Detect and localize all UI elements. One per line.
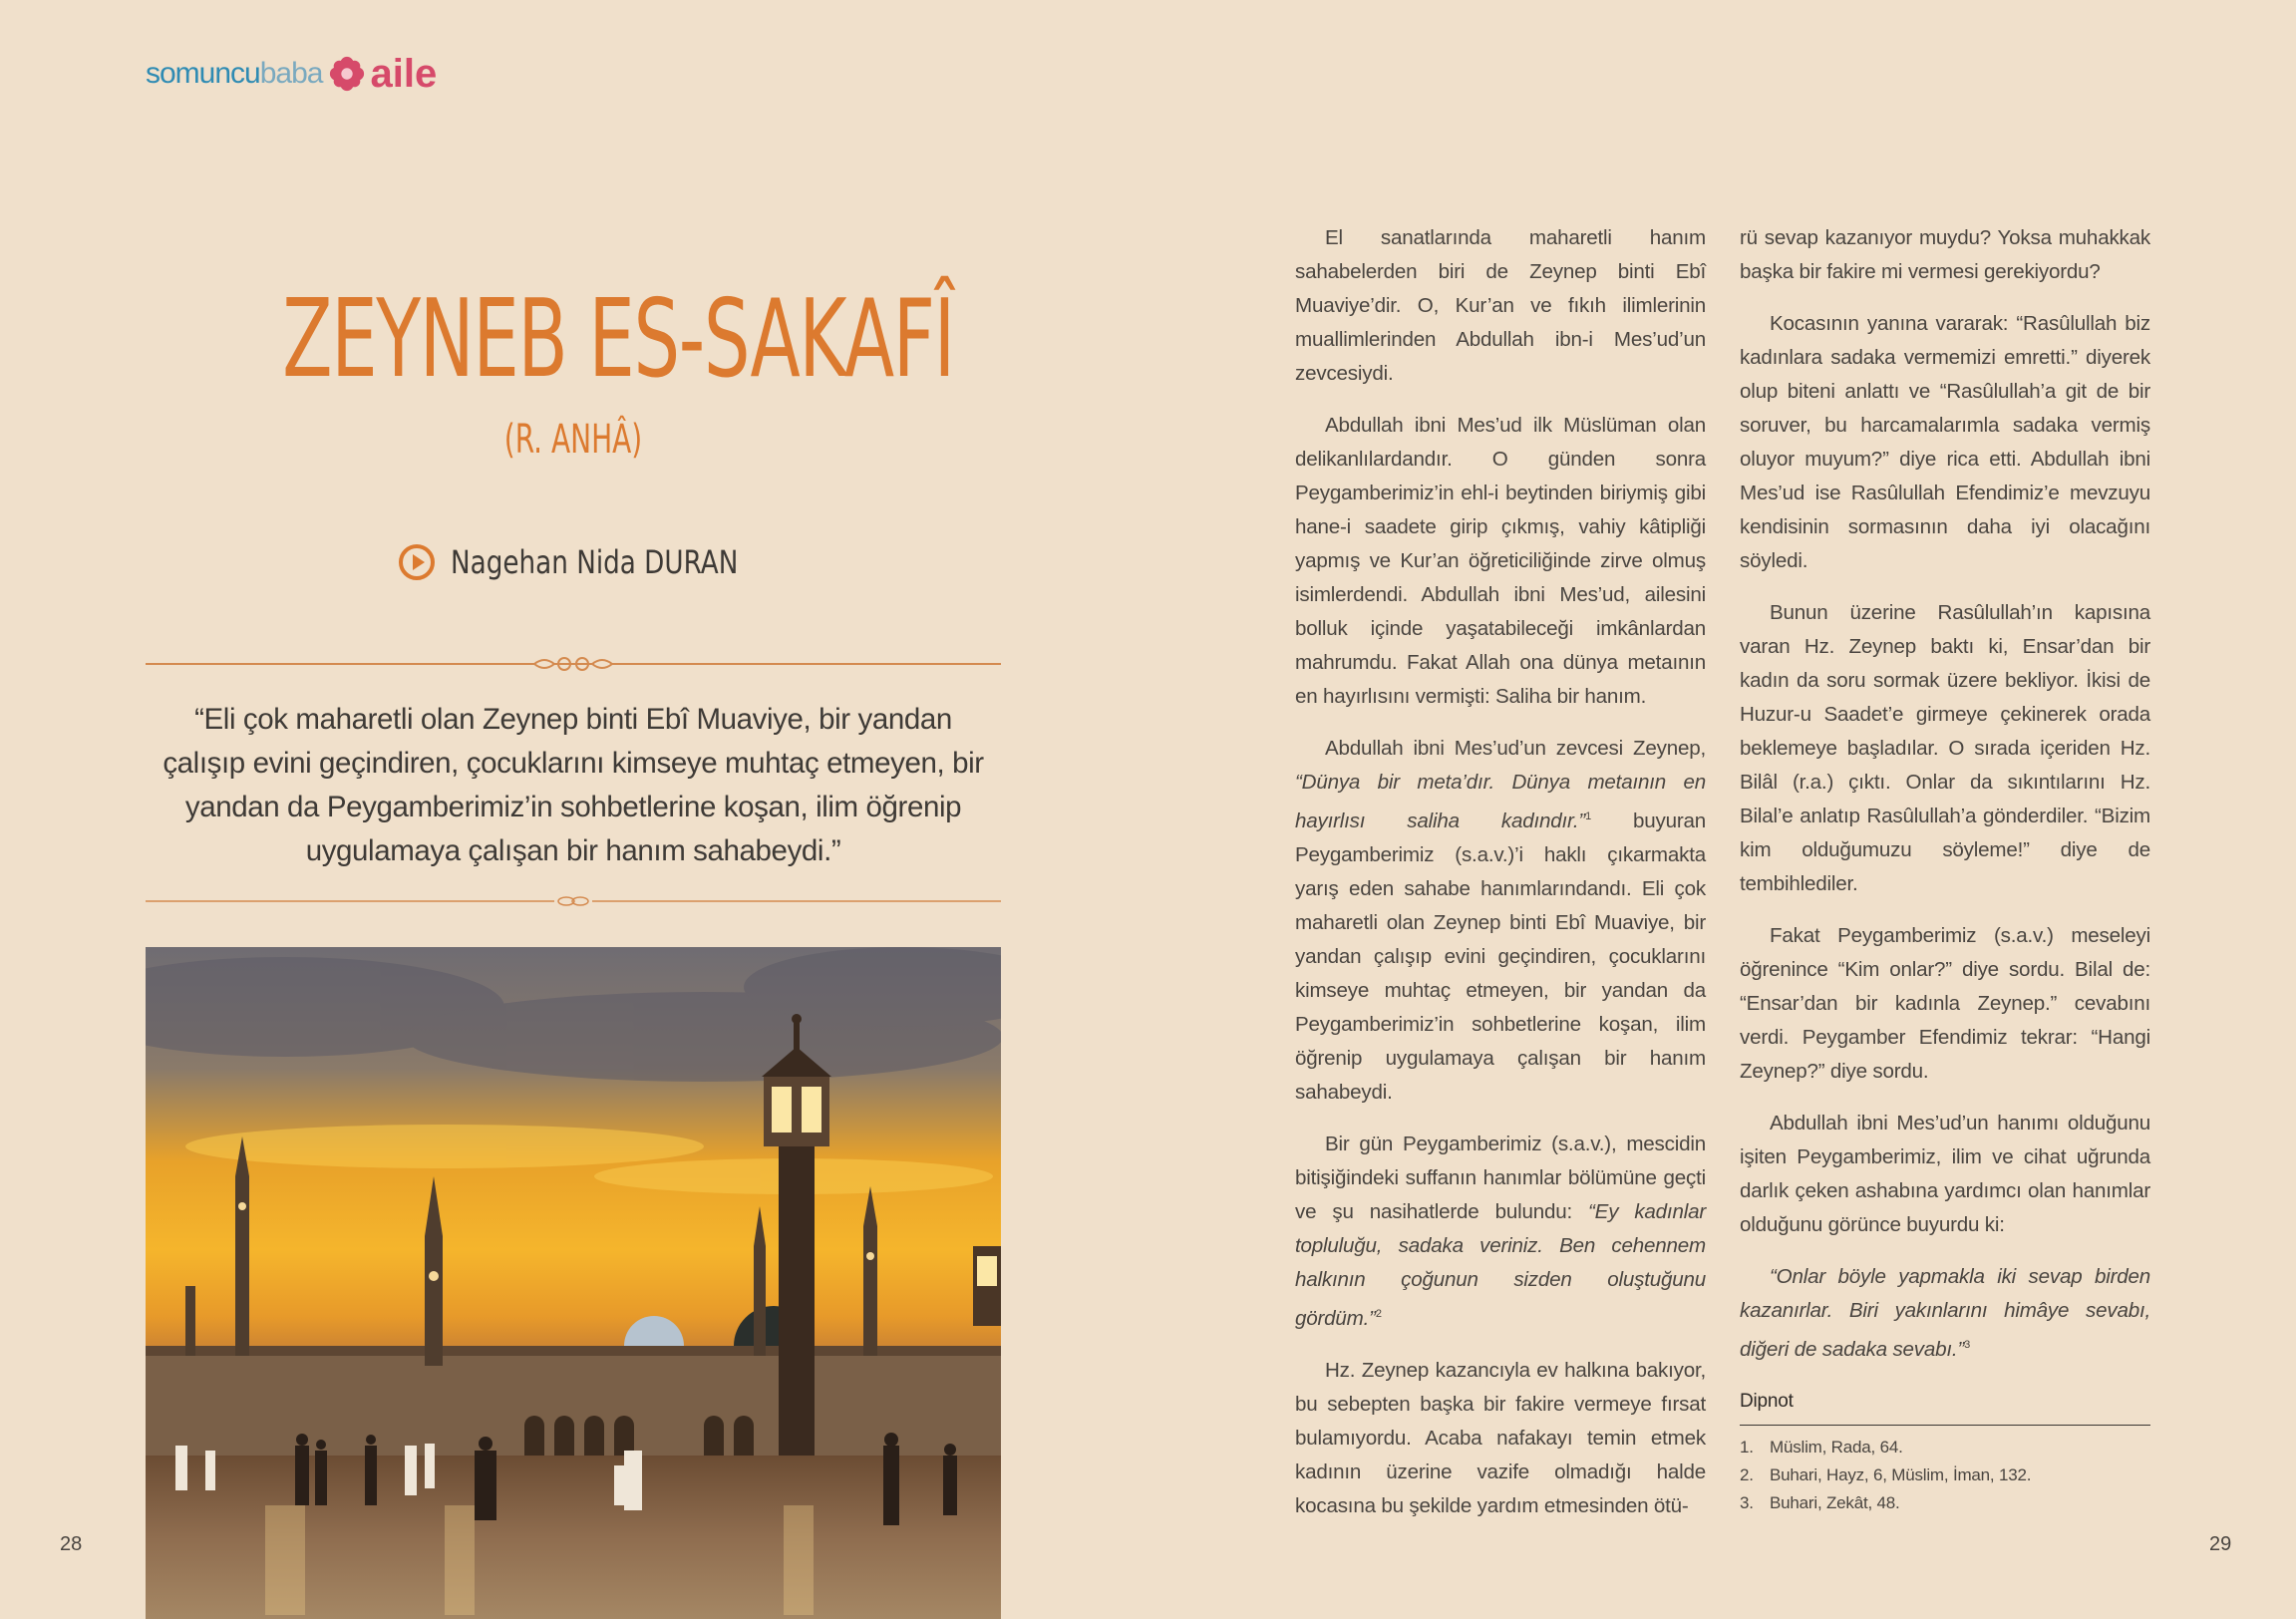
author-byline [146,542,1001,582]
hadith-quote: “Onlar böyle yapmakla iki sevap birden kazanırlar. Biri yakınlarını himâye sevabı, diğeri de sadaka sevabı.”$^3$ [1740,1265,2150,1361]
paragraph: rü sevap kazanıyor muydu? Yoksa muhakkak başka bir fakire mi vermesi gerekiyordu? [1740,226,2150,283]
article-column-2 [1740,221,2150,1517]
flower-icon [328,55,366,93]
logo-text-aile: aile [370,51,438,96]
paragraph: Kocasının yanına vararak: “Rasûlullah biz kadınlara sadaka vermemizi emretti.” diyerek olup biteni anlattı ve “Rasûlullah’a git de bir soruver, bu harcamalarımla sadaka vermiş oluyor muyum?” diye rica etti. Abdullah ibni Mes’ud ise Rasûlullah Efendimiz’e mevzuyu kendisinin sormasının daha iyi olacağını söyledi. [1740,312,2150,572]
magazine-logo [146,52,437,96]
paragraph: Hz. Zeynep kazancıyla ev halkına bakıyor, bu sebepten başka bir fakire vermeye fırsat bulamıyordu. Acaba nafakayı temin etmek kadının üzerine vazife olmadığı halde kocasına bu şekilde yardım etmesinden ötü- [1295,1358,1706,1517]
article-title: ZEYNEB ES-SAKAFÎ [282,277,954,402]
paragraph: Bunun üzerine Rasûlullah’ın kapısına varan Hz. Zeynep baktı ki, Ensar’dan bir kadın da soru sormak üzere bekliyor. İkisi de Huzur-u Saadet’e girmeye çekinerek orada beklemeye başladılar. O sırada içeriden Hz. Bilâl (r.a.) çıktı. Onlar da sıkıntılarını Hz. Bilal’e anlatıp Rasûlullah’a gönderdiler. “Bizim kim olduğumuzu söyleme!” diye de tembihlediler. [1740,601,2150,895]
logo-text-baba: baba [259,57,323,90]
ornamental-divider-bottom [146,891,1001,911]
paragraph: El sanatlarında maharetli hanım sahabelerden biri de Zeynep binti Ebî Muaviye’dir. O, Kur’an ve fıkıh ilimlerinin muallimlerinden Abdullah ibn-i Mes’ud’un zevcesiydi. [1295,226,1706,385]
paragraph: Abdullah ibni Mes’ud ilk Müslüman olan delikanlılardandır. O günden sonra Peygamberimiz’in ehl-i beytinden biriymiş gibi hane-i saadete girip çıkmış, vahiy kâtipliği yapmış ve Kur’an öğreticiliğinde zirve olmuş isimlerdendi. Abdullah ibni Mes’ud, ailesini bolluk içinde yaşatabileceği imkânlardan mahrumdu. Fakat Allah ona dünya metaının en hayırlısını vermişti: Saliha bir hanım. [1295,414,1706,708]
footnote-item: 1. Müslim, Rada, 64. [1740,1437,1903,1457]
footnote-item: 2. Buhari, Hayz, 6, Müslim, İman, 132. [1740,1464,2032,1484]
pull-quote: “Eli çok maharetli olan Zeynep binti Ebî Muaviye, bir yandan çalışıp evini geçindiren, çocuklarını kimseye muhtaç etmeyen, bir yandan da Peygamberimiz’in sohbetlerine koşan, ilim öğrenip uygulamaya çalışan bir hanım sahabeydi.” [163,703,984,867]
page-number-left: 28 [60,1533,83,1555]
paragraph: Bir gün Peygamberimiz (s.a.v.), mescidin bitişiğindeki suffanın hanımlar bölümüne geçti ve şu nasihatlerde bulundu: “Ey kadınlar topluluğu, sadaka veriniz. Ben cehennem halkının çoğunun sizden oluştuğunu gördüm.”$^2$ [1295,1132,1706,1330]
logo-text-somuncu: somuncu [146,57,260,90]
play-circle-icon [397,542,437,582]
author-name: Nagehan Nida DURAN [451,543,739,581]
article-subtitle: (R. ANHÂ) [503,417,643,463]
page-number-right: 29 [2209,1533,2232,1555]
paragraph: Abdullah ibni Mes’ud’un zevcesi Zeynep, “Dünya bir meta’dır. Dünya metaının en hayırlısı saliha kadındır.”$^1$ buyuran Peygamberimiz (s.a.v.)’i haklı çıkarmakta yarış eden sahabe hanımlarındandı. Eli çok maharetli olan Zeynep binti Ebî Muaviye, bir yandan çalışıp evini geçindiren, çocuklarını kimseye muhtaç etmeyen, bir yandan da Peygamberimiz’in sohbetlerine koşan, ilim öğrenip uygulamaya çalışan bir hanım sahabeydi. [1295,737,1706,1104]
paragraph: Abdullah ibni Mes’ud’un hanımı olduğunu işiten Peygamberimiz, ilim ve cihat uğrunda darlık çeken ashabına yardımcı olan hanımlar olduğunu görünce buyurdu ki: [1740,1112,2150,1236]
footnote-item: 3. Buhari, Zekât, 48. [1740,1492,1900,1512]
article-column-1 [1295,221,1706,1541]
ornamental-divider-top [146,654,1001,674]
mosque-sunset-photo [146,947,1001,1619]
footnotes-list [1740,1434,2150,1517]
footnotes-title: Dipnot [1740,1385,2150,1426]
paragraph: Fakat Peygamberimiz (s.a.v.) meseleyi öğrenince “Kim onlar?” diye sordu. Bilal de: “Ensar’dan bir kadınla Zeynep.” cevabını verdi. Peygamber Efendimiz tekrar: “Hangi Zeynep?” diye sordu. [1740,924,2150,1083]
